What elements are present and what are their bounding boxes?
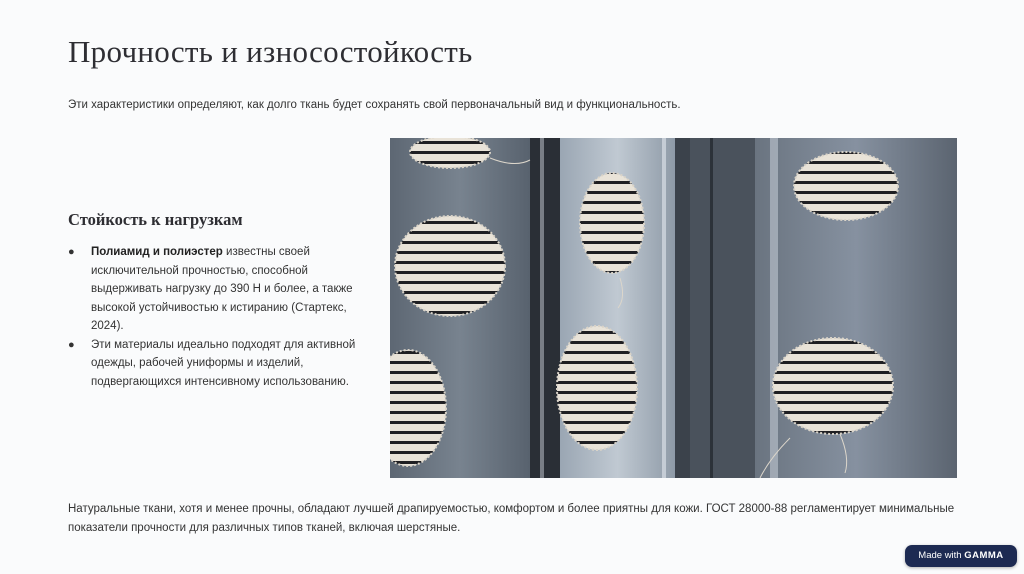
bullet-dot-icon: ● <box>68 338 75 351</box>
bullet-text: Эти материалы идеально подходят для активной одежды, рабочей униформы и изделий, подвергающихся интенсивному использованию. <box>91 338 356 388</box>
footer-text: Натуральные ткани, хотя и менее прочны, обладают лучшей драпируемостью, комфортом и более приятны для кожи. ГОСТ 28000-88 регламентирует минимальные показатели прочности для различных типов тканей, включая шерстяные. <box>68 503 955 534</box>
bullet-item <box>68 336 368 392</box>
ripped-jeans-image <box>390 138 957 478</box>
bullet-item <box>68 243 368 336</box>
intro-text: Эти характеристики определяют, как долго ткань будет сохранять свой первоначальный вид и функциональность. <box>68 99 681 111</box>
bullet-text: известны своей исключительной прочностью, способной выдерживать нагрузку до 390 Н и более, а также высокой устойчивостью к истиранию (Стартекс, 2024). <box>91 246 353 332</box>
page-title: Прочность и износостойкость <box>68 34 473 69</box>
badge-prefix: Made with <box>918 550 965 561</box>
section-subtitle: Стойкость к нагрузкам <box>68 210 243 229</box>
bullet-bold-text: Полиамид и полиэстер <box>91 246 223 258</box>
made-with-gamma-badge[interactable] <box>905 545 1017 567</box>
bullet-list <box>68 243 368 391</box>
gamma-logo: GAMMA <box>964 550 1004 561</box>
bullet-dot-icon: ● <box>68 246 75 258</box>
